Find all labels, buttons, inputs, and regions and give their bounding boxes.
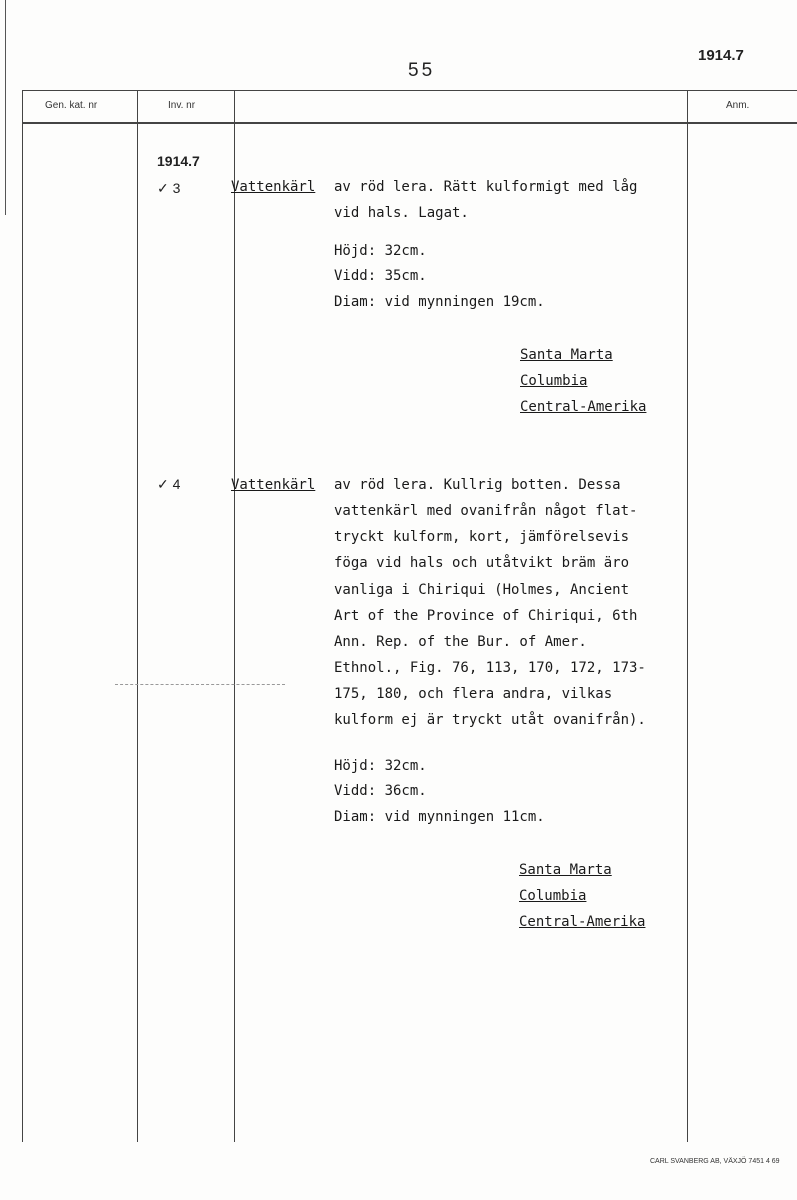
column-header-inv: Inv. nr xyxy=(168,100,196,111)
left-border xyxy=(22,90,23,1142)
description-line: kulform ej är tryckt utåt ovanifrån). xyxy=(334,712,646,728)
description-line: föga vid hals och utåtvikt bräm äro xyxy=(334,555,630,571)
measure-diameter: Diam: vid mynningen 19cm. xyxy=(334,294,545,310)
location-line: Columbia xyxy=(520,373,588,389)
header-bottom-rule xyxy=(22,122,797,124)
column-header-gen-kat: Gen. kat. nr xyxy=(45,100,98,111)
location-line: Santa Marta xyxy=(520,347,613,363)
margin-dash-mark xyxy=(115,684,285,685)
description-line: av röd lera. Kullrig botten. Dessa xyxy=(334,477,621,493)
page-number: 55 xyxy=(408,60,436,81)
entry-title: Vattenkärl xyxy=(231,179,316,195)
measure-width: Vidd: 36cm. xyxy=(334,783,427,799)
column-divider-anm xyxy=(687,90,688,1142)
location-line: Columbia xyxy=(519,888,587,904)
inventory-number: ✓ 4 xyxy=(157,476,181,492)
column-header-anm: Anm. xyxy=(726,100,750,111)
page-edge-line xyxy=(5,0,6,215)
description-line: Art of the Province of Chiriqui, 6th xyxy=(334,608,638,624)
description-line: 175, 180, och flera andra, vilkas xyxy=(334,686,613,702)
column-divider-inv xyxy=(234,90,235,1142)
description-line: vattenkärl med ovanifrån något flat- xyxy=(334,503,638,519)
location-line: Central-Amerika xyxy=(520,399,647,415)
measure-width: Vidd: 35cm. xyxy=(334,268,427,284)
catalog-number: 1914.7 xyxy=(698,47,744,64)
printer-imprint: CARL SVANBERG AB, VÄXJÖ 7451 4 69 xyxy=(650,1158,780,1165)
group-number: 1914.7 xyxy=(157,153,200,169)
description-line: Ethnol., Fig. 76, 113, 170, 172, 173- xyxy=(334,660,646,676)
description-line: Ann. Rep. of the Bur. of Amer. xyxy=(334,634,587,650)
measure-height: Höjd: 32cm. xyxy=(334,243,427,259)
description-line: vid hals. Lagat. xyxy=(334,205,469,221)
measure-height: Höjd: 32cm. xyxy=(334,758,427,774)
description-line: tryckt kulform, kort, jämförelsevis xyxy=(334,529,630,545)
description-line: vanliga i Chiriqui (Holmes, Ancient xyxy=(334,582,630,598)
location-line: Santa Marta xyxy=(519,862,612,878)
measure-diameter: Diam: vid mynningen 11cm. xyxy=(334,809,545,825)
column-divider-gen xyxy=(137,90,138,1142)
description-line: av röd lera. Rätt kulformigt med låg xyxy=(334,179,638,195)
location-line: Central-Amerika xyxy=(519,914,646,930)
inventory-number: ✓ 3 xyxy=(157,180,181,196)
header-top-rule xyxy=(22,90,797,91)
entry-title: Vattenkärl xyxy=(231,477,316,493)
